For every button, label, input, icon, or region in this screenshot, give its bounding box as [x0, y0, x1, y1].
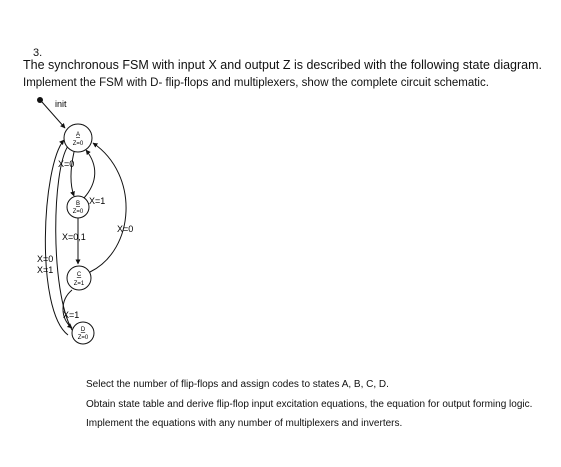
state-d-output: Z=0: [77, 335, 89, 341]
state-a: [64, 124, 92, 152]
task-2: Obtain state table and derive flip-flop input excitation equations, the equation for output forming logic.: [86, 399, 533, 410]
edge-c-a-label: X=0: [117, 224, 134, 234]
state-b-name: B: [75, 201, 81, 207]
edge-b-a: [84, 150, 95, 198]
task-1: Select the number of flip-flops and assign codes to states A, B, C, D.: [86, 379, 389, 390]
edge-a-b-label: X=0: [58, 159, 75, 169]
state-c-name: C: [76, 272, 82, 278]
transition-c-to-a: [90, 143, 133, 272]
edge-c-d-label: X=1: [63, 310, 80, 320]
state-c-output: Z=1: [73, 281, 85, 287]
state-d-name: D: [80, 327, 86, 333]
edge-b-c-label: X=0,1: [62, 232, 86, 242]
question-line-2: Implement the FSM with D- flip-flops and multiplexers, show the complete circuit schematic.: [23, 77, 489, 89]
transition-a-to-b: [58, 152, 74, 196]
task-3: Implement the equations with any number of multiplexers and inverters.: [86, 418, 403, 429]
edge-c-a: [90, 143, 126, 272]
init-transition: [37, 97, 67, 128]
edge-b-a-label: X=1: [89, 196, 106, 206]
init-label: init: [55, 99, 67, 109]
state-b: [67, 196, 89, 218]
transition-b-to-a: [84, 150, 105, 206]
state-a-name: A: [75, 132, 81, 138]
state-c: [67, 266, 91, 290]
state-a-circle: [64, 124, 92, 152]
transition-b-to-c: [62, 218, 86, 264]
state-d: [72, 322, 94, 344]
transition-c-to-d: [63, 290, 79, 328]
state-a-output: Z=0: [72, 141, 84, 147]
question-line-1: The synchronous FSM with input X and output Z is described with the following state diagram.: [23, 58, 543, 72]
question-number: 3.: [33, 47, 43, 59]
state-b-output: Z=0: [72, 209, 84, 215]
edge-d-a-label-1: X=1: [37, 265, 54, 275]
edge-d-a-label-0: X=0: [37, 254, 54, 264]
